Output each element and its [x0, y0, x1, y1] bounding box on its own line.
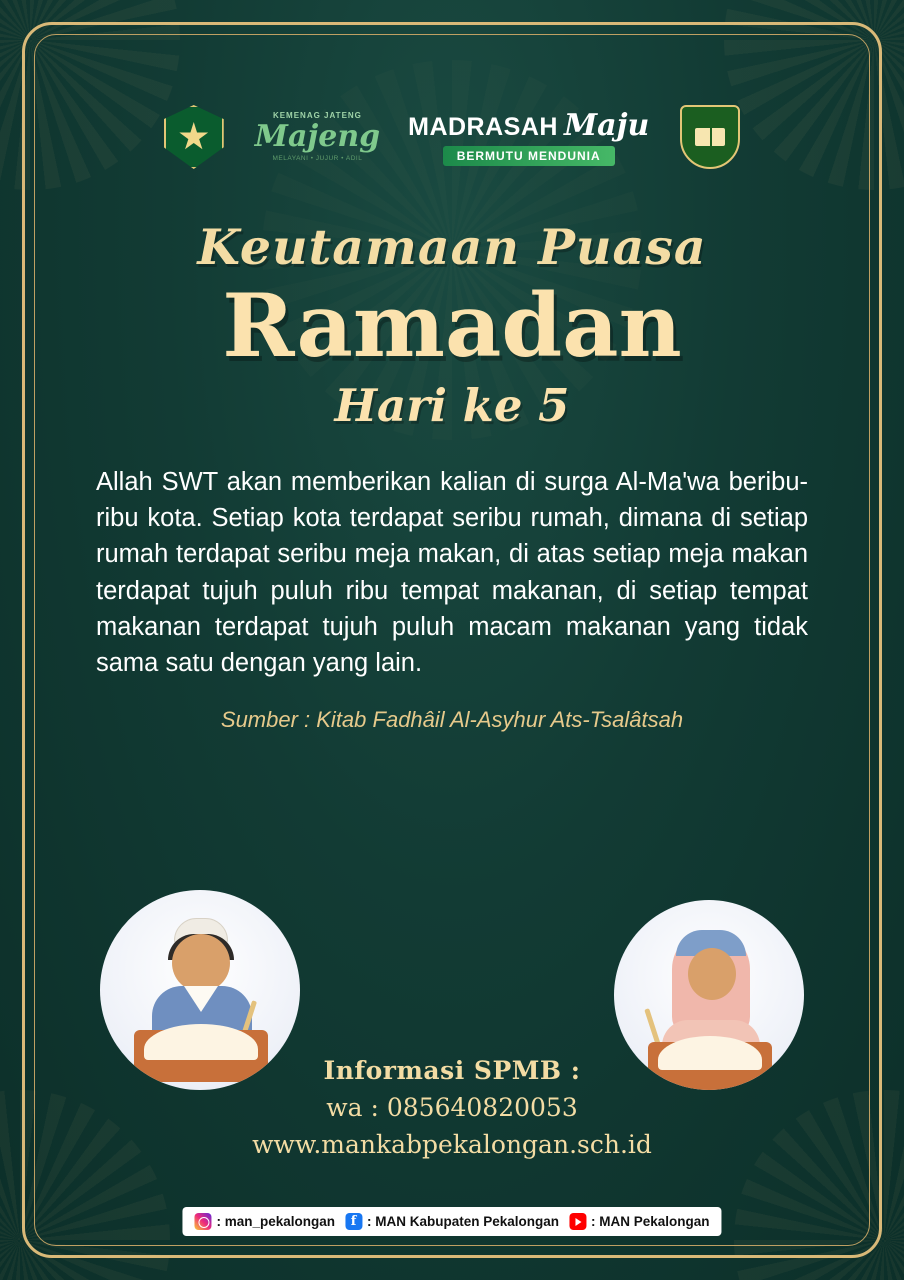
social-facebook[interactable]	[345, 1213, 559, 1230]
social-youtube[interactable]	[569, 1213, 710, 1230]
kemenag-logo-icon	[161, 102, 227, 172]
madrasah-maju-logo	[408, 108, 649, 166]
instagram-icon	[194, 1213, 211, 1230]
body-paragraph: Allah SWT akan memberikan kalian di surga Al-Ma'wa beribu-ribu kota. Setiap kota terdapat seribu rumah, dimana di setiap rumah terdapat seribu meja makan, di atas setiap meja makan terdapat tujuh puluh ribu tempat makanan, di setiap tempat makanan terdapat tujuh puluh macam makanan yang tidak sama satu dengan yang lain.	[96, 468, 808, 678]
info-website[interactable]: www.mankabpekalongan.sch.id	[252, 1130, 652, 1159]
title-line-1: Keutamaan Puasa	[197, 218, 707, 276]
facebook-icon: f	[345, 1213, 362, 1230]
maju-word: Maju	[563, 108, 650, 143]
youtube-icon	[569, 1213, 586, 1230]
man-pekalongan-logo-icon	[677, 102, 743, 172]
facebook-handle: : MAN Kabupaten Pekalongan	[366, 1214, 560, 1229]
info-title: Informasi SPMB :	[323, 1056, 581, 1085]
youtube-handle: : MAN Pekalongan	[591, 1214, 710, 1229]
poster-title-block	[0, 218, 904, 432]
majeng-top-label: KEMENAG JATENG	[272, 110, 362, 120]
instagram-handle: : man_pekalongan	[216, 1214, 335, 1229]
info-whatsapp[interactable]: wa : 085640820053	[326, 1093, 578, 1122]
info-block	[0, 1056, 904, 1159]
social-media-bar	[182, 1207, 721, 1236]
social-instagram[interactable]	[194, 1213, 335, 1230]
majeng-wordmark: Majeng	[254, 118, 381, 154]
madrasah-word: MADRASAH	[408, 113, 558, 141]
source-citation: Sumber : Kitab Fadhâil Al-Asyhur Ats-Tsalâtsah	[220, 707, 684, 733]
title-line-2: Ramadan	[222, 274, 682, 377]
majeng-sub-label: MELAYANI • JUJUR • ADIL	[272, 154, 363, 162]
madrasah-tagline: BERMUTU MENDUNIA	[443, 146, 615, 166]
majeng-logo	[255, 112, 380, 163]
logo-row	[0, 98, 904, 176]
title-line-3: Hari ke 5	[334, 379, 570, 432]
